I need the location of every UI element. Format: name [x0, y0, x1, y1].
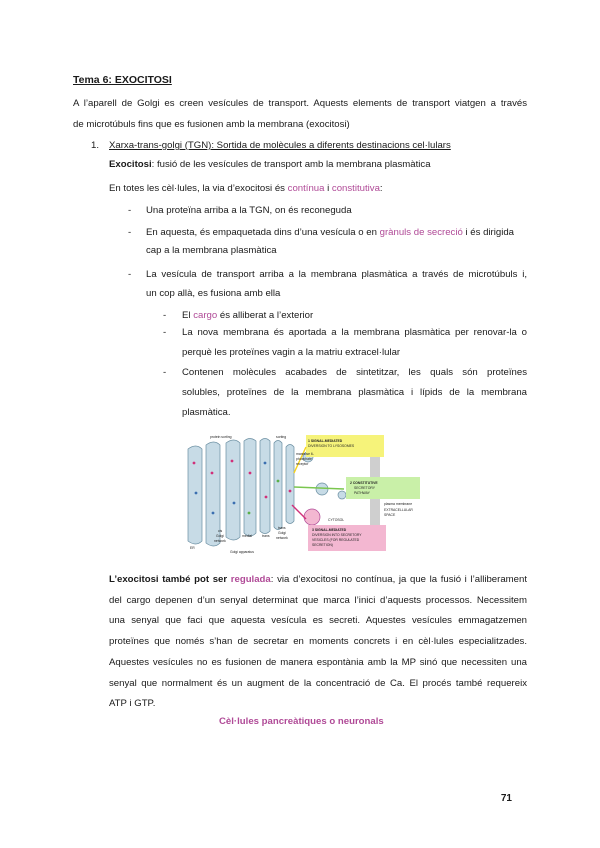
bullet-dash: - [128, 269, 132, 280]
constitutiva-term: constitutiva [331, 183, 380, 194]
regulated-line-2: del cargo depenen d’un senyal determinat que marca l’inici d’aquests processos. Necessitem [109, 595, 527, 606]
fig-label-medial: medial [242, 534, 252, 538]
fig-label-signal-1b: DIVERSION TO LYSOSOMES [308, 444, 355, 448]
regulated-line-5: Aquestes vesícules no es fusionen de manera espontània amb la MP sinó que necessiten una [109, 657, 527, 668]
subbullet-1-post: és alliberat a l’exterior [217, 310, 314, 321]
fig-label-trans-golgi: trans [278, 526, 286, 530]
subbullet-dash: - [163, 310, 167, 321]
bullet-3-line-2: un cop allà, es fusiona amb ella [146, 288, 281, 299]
fig-label-trans-golgi2: Golgi [278, 531, 286, 535]
fig-label-signal-3b: DIVERSION INTO SECRETORY [312, 533, 362, 537]
regulada-term: regulada [230, 574, 271, 585]
fig-label-constitutive-2: SECRETORY [354, 486, 375, 490]
fig-label-cis-network: network [214, 539, 226, 543]
regulated-line-3: una senyal que faci que aquesta vesícula es secreti. Aquestes vesícules emmagatzemen [109, 615, 527, 626]
fig-label-constitutive-3: PATHWAY [354, 491, 370, 495]
bullet-3-line-1: La vesícula de transport arriba a la membrana plasmàtica a través de microtúbuls i, [146, 269, 527, 280]
fig-label-signal-1: 1 SIGNAL-MEDIATED [308, 439, 343, 443]
section-heading: Xarxa-trans-golgi (TGN): Sortida de molècules a diferents destinacions cel·lulars [109, 140, 451, 151]
er-structure [188, 442, 223, 546]
regulated-line-7: ATP i GTP. [109, 698, 156, 709]
subbullet-2-line-2: perquè les proteïnes vagin a la matriu extracel·lular [182, 347, 401, 358]
fig-label-receptor: receptor [296, 462, 309, 466]
fig-label-plasma-membrane: plasma membrane [384, 502, 413, 506]
fig-label-cis: cis [218, 529, 223, 533]
fig-label-phosphate: phosphate [296, 457, 312, 461]
golgi-stack [226, 439, 294, 541]
bullet-dash: - [128, 227, 132, 238]
all-cells-post: : [379, 183, 383, 194]
subbullet-3-line-2: solubles, proteïnes de la membrana plasmàtica i lípids de la membrana [182, 387, 527, 398]
page-number: 71 [500, 793, 512, 804]
exocitosi-text: : fusió de les vesícules de transport amb la membrana plasmàtica [151, 159, 431, 170]
fig-label-trans-network: network [276, 536, 288, 540]
subbullet-3-line-1: Contenen molècules acabades de sintetitzar, les quals són proteïnes [182, 367, 527, 378]
exocitosi-definition [109, 154, 431, 175]
granuls-term: grànuls de secreció [379, 227, 463, 238]
regulated-line-4: proteïnes que només s’han de secretar en moments concrets i en cèl·lules especialitzades. [109, 636, 527, 647]
bullet-2-pre: En aquesta, és empaquetada dins d’una vesícula o en [146, 227, 380, 238]
regulated-pre: L’exocitosi també pot ser [109, 574, 231, 585]
fig-label-cytosol: CYTOSOL [328, 518, 345, 522]
subbullet-2-line-1: La nova membrana és aportada a la membrana plasmàtica per renovar-la o [182, 327, 527, 338]
fig-label-golgi-apparatus: Golgi apparatus [230, 550, 254, 554]
fig-label-signal-3d: SECRETION) [312, 543, 333, 547]
fig-label-trans: trans [262, 534, 270, 538]
fig-label-er: ER [190, 546, 195, 550]
subbullet-dash: - [163, 327, 167, 338]
bullet-dash: - [128, 205, 132, 216]
cells-example: Cèl·lules pancreàtiques o neuronals [219, 716, 384, 727]
fig-label-extracellular: EXTRACELLULAR [384, 508, 413, 512]
bullet-2-line-2: cap a la membrana plasmàtica [146, 245, 277, 256]
exocytosis-figure [182, 433, 420, 555]
intro-line-2: de microtúbuls fins que es fusionen amb la membrana (exocitosi) [73, 119, 350, 130]
regulated-line-6: senyal que normalment és un augment de la concentració de Ca. El procés també requereix [109, 678, 527, 689]
intro-line-1: A l’aparell de Golgi es creen vesícules de transport. Aquests elements de transport viatgen a través [73, 98, 527, 109]
fig-label-signal-3: 3 SIGNAL-MEDIATED [312, 528, 347, 532]
subbullet-dash: - [163, 367, 167, 378]
fig-label-space: SPACE [384, 513, 396, 517]
all-cells-line [109, 178, 383, 199]
bullet-2-post: i és dirigida [462, 227, 515, 238]
regulated-post: : via d’exocitosi no contínua, ja que la fusió i l’alliberament [270, 574, 527, 585]
bullet-1: Una proteïna arriba a la TGN, on és reconeguda [146, 205, 352, 216]
cargo-term: cargo [193, 310, 218, 321]
fig-label-signal-3c: VESICLES (FOR REGULATED [312, 538, 360, 542]
subbullet-3-line-3: plasmàtica. [182, 407, 231, 418]
fig-label-cis-golgi: Golgi [216, 534, 224, 538]
exocitosi-label: Exocitosi [109, 159, 152, 170]
fig-label-protein-sorting: protein sorting [210, 435, 232, 439]
fig-label-sorting: sorting [276, 435, 287, 439]
all-cells-pre: En totes les cèl·lules, la via d’exocitosi és [109, 183, 288, 194]
page-title: Tema 6: EXOCITOSI [73, 74, 172, 86]
continua-term: contínua [287, 183, 325, 194]
fig-label-constitutive-1: 2 CONSTITUTIVE [350, 481, 378, 485]
fig-label-mannose: mannose 6- [296, 452, 314, 456]
section-number: 1. [91, 140, 100, 151]
all-cells-mid: i [324, 183, 332, 194]
subbullet-1-pre: El [182, 310, 194, 321]
regulated-line-1 [109, 569, 527, 590]
